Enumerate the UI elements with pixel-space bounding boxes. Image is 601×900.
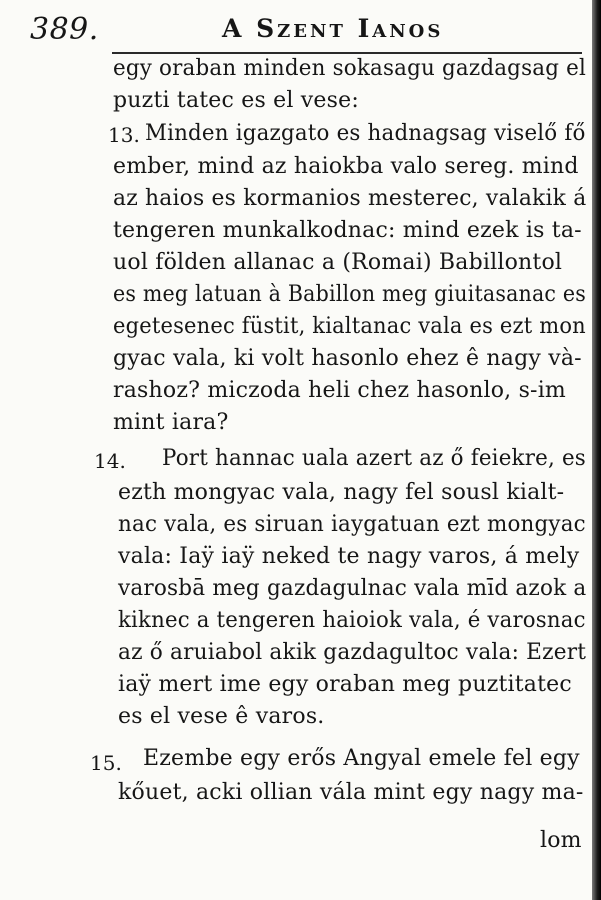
text-line: nac vala, es siruan iaygatuan ezt mongyac — [118, 512, 586, 537]
text-line: Ezembe egy erős Angyal emele fel egy — [143, 746, 580, 771]
text-line: kiknec a tengeren haioiok vala, é varosnac — [118, 608, 586, 633]
verse-number: 15. — [90, 751, 122, 775]
text-line: es meg latuan à Babillon meg giuitasanac es — [113, 282, 586, 307]
text-line: es el vese ê varos. — [118, 704, 325, 729]
text-line: tengeren munkalkodnac: mind ezek is ta- — [113, 218, 582, 243]
text-line: ezth mongyac vala, nagy fel sousl kialt- — [118, 480, 565, 505]
running-head: A Szent Ianos — [222, 14, 444, 43]
text-line: kőuet, acki ollian vála mint egy nagy ma- — [118, 780, 584, 805]
text-line: egy oraban minden sokasagu gazdagsag el — [113, 56, 587, 81]
text-line: Minden igazgato es hadnagsag viselő fő — [145, 121, 586, 146]
text-line: az haios es kormanios mesterec, valakik á — [113, 186, 587, 211]
text-line: vala: Iaÿ iaÿ neked te nagy varos, á mely — [118, 544, 580, 569]
text-line: az ő aruiabol akik gazdagultoc vala: Ezert — [118, 640, 587, 665]
verse-number: 14. — [94, 449, 126, 473]
catchword: lom — [540, 828, 582, 853]
verse-number: 13. — [108, 123, 140, 147]
text-line: iaÿ mert ime egy oraban meg puztitatec — [118, 672, 572, 697]
text-line: mint iara? — [113, 410, 229, 435]
scan-edge — [592, 0, 601, 900]
text-line: Port hannac uala azert az ő feiekre, es — [162, 446, 586, 471]
text-line: egetesenec füstit, kialtanac vala es ezt mon — [113, 314, 586, 339]
text-line: varosbā meg gazdagulnac vala mīd azok a — [118, 576, 587, 601]
text-line: uol földen allanac a (Romai) Babillontol — [113, 250, 563, 275]
text-line: ember, mind az haiokba valo sereg. mind — [113, 154, 579, 179]
text-line: puzti tatec es el vese: — [113, 88, 359, 113]
text-line: rashoz? miczoda heli chez hasonlo, s-im — [113, 378, 566, 403]
page-number: 389. — [30, 12, 99, 47]
text-line: gyac vala, ki volt hasonlo ehez ê nagy và- — [113, 346, 582, 371]
